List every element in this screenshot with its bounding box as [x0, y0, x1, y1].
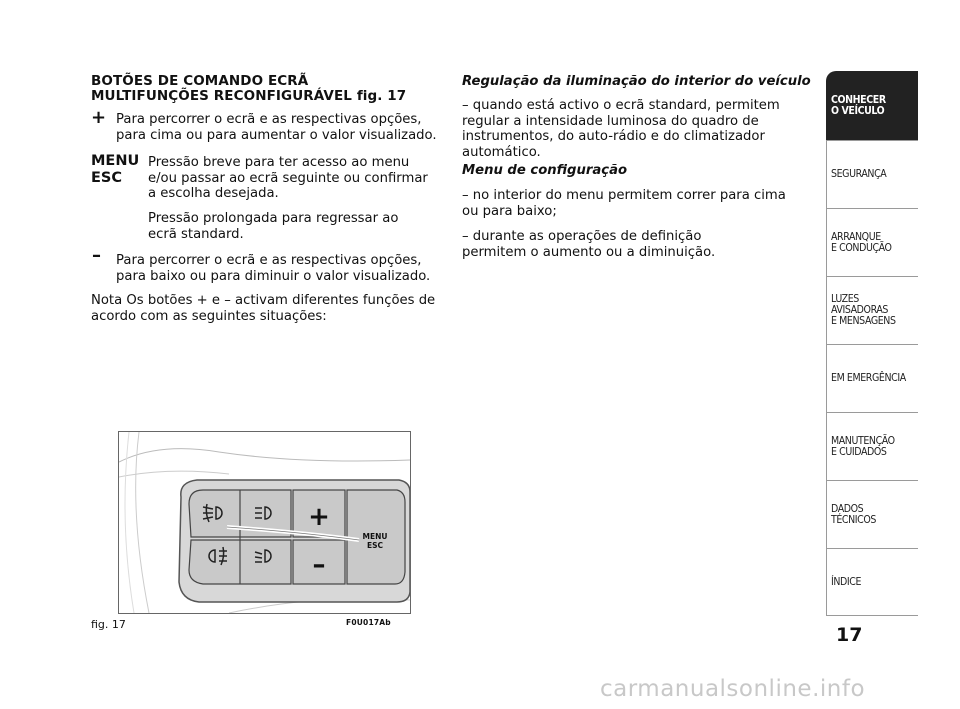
- config-item-1: – no interior do menu permitem correr para cima ou para baixo;: [462, 188, 786, 219]
- figure-17-button-panel: [118, 431, 411, 614]
- lighting-text: – quando está activo o ecrã standard, permitem regular a intensidade luminosa do quadro de instrumentos, do auto-rádio e do climatizador automático.: [462, 98, 780, 160]
- note-paragraph: Nota Os botões + e – activam diferentes funções de acordo com as seguintes situações:: [91, 293, 436, 324]
- tab-conhecer-veiculo[interactable]: [826, 71, 918, 140]
- watermark: carmanualsonline.info: [600, 676, 866, 702]
- minus-button-label: –: [312, 550, 326, 580]
- figure-code: F0U017Ab: [346, 618, 391, 627]
- button-panel-illustration: [119, 432, 410, 613]
- tab-label: ARRANQUE E CONDUÇÃO: [831, 230, 892, 254]
- left-column: [91, 74, 436, 104]
- plus-button-label: +: [308, 502, 330, 532]
- tab-arranque-conducao[interactable]: [826, 208, 918, 276]
- tab-manutencao-cuidados[interactable]: [826, 412, 918, 480]
- menu-description-short: Pressão breve para ter acesso ao menu e/ou passar ao ecrã seguinte ou confirmar a escolha desejada.: [148, 155, 428, 201]
- heading-line-1: BOTÕES DE COMANDO ECRÃ: [91, 73, 309, 89]
- tab-label: SEGURANÇA: [831, 168, 887, 180]
- subheading-config-menu: Menu de configuração: [462, 163, 628, 178]
- minus-description: Para percorrer o ecrã e as respectivas opções, para baixo ou para diminuir o valor visualizado.: [116, 253, 431, 284]
- esc-symbol-text: ESC: [91, 170, 122, 186]
- tab-label: ÍNDICE: [831, 575, 862, 588]
- tab-indice[interactable]: [826, 548, 918, 616]
- section-heading: [91, 74, 436, 104]
- minus-symbol: –: [92, 245, 101, 266]
- tabs-left-border: [826, 140, 827, 616]
- plus-symbol: +: [91, 107, 107, 128]
- esc-button-label: ESC: [366, 541, 384, 550]
- tab-label: MANUTENÇÃO E CUIDADOS: [831, 434, 895, 458]
- config-item-2: – durante as operações de definição permitem o aumento ou a diminuição.: [462, 229, 716, 260]
- figure-caption: fig. 17: [91, 618, 126, 631]
- tab-label: CONHECER O VEÍCULO: [831, 93, 886, 117]
- tab-luzes-avisadoras[interactable]: [826, 276, 918, 344]
- menu-esc-symbol: [91, 153, 139, 187]
- heading-line-2: [91, 89, 436, 104]
- menu-description-long: Pressão prolongada para regressar ao ecrã standard.: [148, 211, 399, 242]
- tab-seguranca[interactable]: [826, 140, 918, 208]
- tab-em-emergencia[interactable]: [826, 344, 918, 412]
- page-number: 17: [836, 624, 863, 646]
- heading-text: MULTIFUNÇÕES RECONFIGURÁVEL: [91, 88, 352, 104]
- tab-label: DADOS TÉCNICOS: [831, 502, 877, 526]
- tab-label: EM EMERGÊNCIA: [831, 372, 906, 384]
- tab-label: LUZES AVISADORAS E MENSAGENS: [831, 293, 896, 327]
- subheading-lighting: Regulação da iluminação do interior do veículo: [462, 74, 811, 89]
- tab-dados-tecnicos[interactable]: [826, 480, 918, 548]
- menu-button-label: MENU: [362, 532, 388, 541]
- menu-symbol-text: MENU: [91, 153, 140, 169]
- plus-description: Para percorrer o ecrã e as respectivas opções, para cima ou para aumentar o valor visualizado.: [116, 112, 437, 143]
- heading-fig-ref: fig. 17: [356, 88, 407, 104]
